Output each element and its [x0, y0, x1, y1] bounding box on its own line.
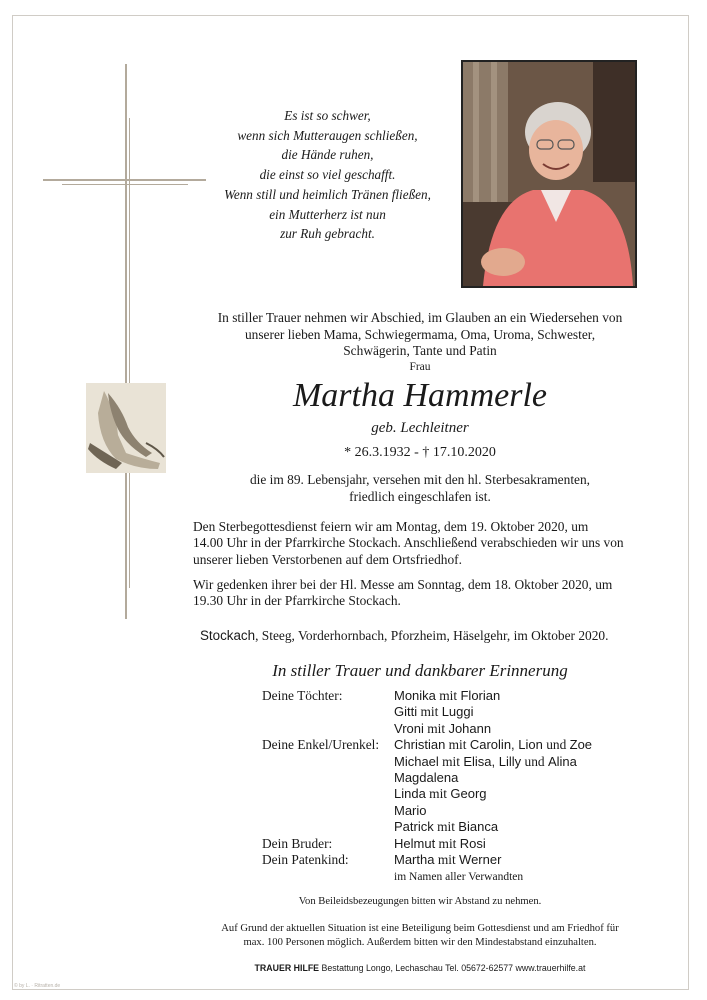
mourner-connector: mit [425, 786, 451, 802]
mourner-name: , [511, 737, 519, 753]
mourner-name: Vroni [394, 720, 424, 736]
intro-text: In stiller Trauer nehmen wir Abschied, im Glauben an ein Wiedersehen von unserer lieben Mama, Schwiegermama, Oma, Uroma, Schwester, Schwägerin, Tante und Patin [217, 310, 623, 358]
title-prefix: Frau [409, 361, 431, 373]
mourner-name: Zoe [569, 737, 593, 753]
funeral-home-footer: TRAUER HILFE Bestattung Longo, Lechaschau Tel. 05672-62577 www.trauerhilfe.at [254, 963, 586, 973]
mourner-line [394, 836, 486, 852]
mourner-name: Christian [394, 737, 446, 753]
mourner-connector: mit [417, 704, 442, 720]
mourner-line [394, 704, 474, 720]
place-and-date: Stockach, Steeg, Vorderhornbach, Pforzheim, Häselgehr, im Oktober 2020. [200, 628, 609, 643]
memorial-verse: Es ist so schwer, wenn sich Mutteraugen schließen, die Hände ruhen, die einst so viel geschafft. Wenn still und heimlich Tränen fließen, ein Mutterherz ist nun zur Ruh gebracht. [224, 108, 431, 242]
mourner-name: Gitti [394, 704, 418, 720]
mourner-line [394, 786, 487, 802]
mourner-group-label: Deine Töchter: [262, 688, 343, 703]
mourner-name: Mario [394, 802, 427, 818]
mourner-name: Carolin [469, 737, 512, 753]
mourner-name: Michael [394, 753, 439, 769]
mourner-connector: mit [433, 819, 459, 835]
mourner-name: Johann [448, 720, 492, 736]
mourners-heading: In stiller Trauer und dankbarer Erinnerung [272, 661, 568, 680]
maiden-name: geb. Lechleitner [371, 420, 469, 436]
mourner-name: , [491, 753, 499, 769]
mourner-name: Florian [460, 688, 501, 703]
mourner-name: Patrick [394, 819, 434, 835]
mourner-name: Rosi [459, 835, 486, 851]
mourner-name: Lilly [498, 753, 522, 769]
mourner-name: Magdalena [394, 770, 459, 785]
mourner-name: Helmut [394, 835, 436, 851]
memorial-mass-text: Wir gedenken ihrer bei der Hl. Messe am Sonntag, dem 18. Oktober 2020, um 19.30 Uhr in der Pfarrkirche Stockach. [193, 577, 613, 609]
praying-hands-image [86, 383, 166, 473]
mourner-name: Bianca [458, 819, 499, 835]
mourner-connector: und [542, 737, 570, 753]
mourner-name: Werner [459, 852, 502, 867]
mourner-connector: mit [445, 737, 470, 753]
portrait-photo [461, 60, 637, 288]
life-dates: * 26.3.1932 - † 17.10.2020 [344, 445, 496, 460]
mourner-line [394, 852, 501, 868]
mourner-connector: und [521, 753, 548, 769]
mourner-connector: mit [438, 753, 464, 769]
covid-note: Auf Grund der aktuellen Situation ist eine Beteiligung beim Gottesdienst und am Friedhof für max. 100 Personen möglich. Außerdem bitten wir den Mindestabstand einzuhalten. [221, 923, 619, 948]
mourner-line [394, 770, 458, 785]
mourner-group-label: Deine Enkel/Urenkel: [262, 737, 380, 753]
mourner-connector: mit [423, 720, 449, 736]
mourner-connector: im Namen aller Verwandten [394, 871, 524, 884]
mourner-line [394, 803, 427, 818]
funeral-service-text: Den Sterbegottesdienst feiern wir am Montag, dem 19. Oktober 2020, um 14.00 Uhr in der Pfarrkirche Stockach. Anschließend verabschieden wir uns von unserer lieben Verstorbenen auf dem Ortsfriedhof. [193, 519, 624, 567]
mourner-connector: mit [435, 835, 460, 851]
mourner-name: Elisa [463, 753, 492, 769]
mourner-name: Lion [518, 737, 543, 753]
mourner-name: Monika [394, 688, 436, 703]
image-credit: © by L. · Ritratten.de [14, 983, 61, 989]
mourner-line [394, 754, 577, 770]
mourner-connector: mit [434, 852, 460, 867]
mourner-line [394, 868, 523, 883]
mourner-name: Georg [450, 786, 487, 802]
mourner-connector: mit [435, 688, 461, 703]
mourner-line [394, 721, 491, 737]
mourner-name: Linda [394, 786, 426, 802]
mourner-line [394, 688, 500, 704]
mourner-line [394, 737, 592, 753]
mourner-line [394, 819, 498, 835]
condolence-note: Von Beileidsbezeugungen bitten wir Abstand zu nehmen. [298, 896, 542, 907]
mourner-name: Luggi [441, 704, 474, 720]
passing-text: die im 89. Lebensjahr, versehen mit den hl. Sterbesakramenten, friedlich eingeschlafen ist. [249, 472, 591, 504]
mourner-group-label: Dein Bruder: [262, 835, 333, 851]
mourner-name: Martha [394, 852, 435, 867]
mourner-name: Alina [547, 753, 577, 769]
mourner-group-label: Dein Patenkind: [262, 852, 349, 867]
deceased-name: Martha Hammerle [292, 377, 548, 414]
